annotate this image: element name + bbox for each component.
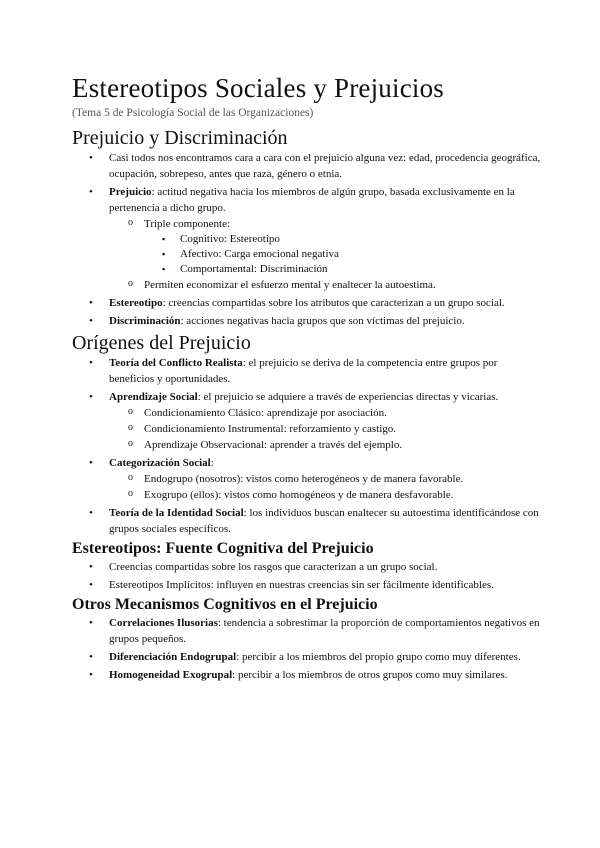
- list-item: • Discriminación: acciones negativas hacia grupos que son víctimas del prejuicio.: [72, 313, 542, 329]
- sub-sub-list-item: ▪ Cognitivo: Estereotipo: [144, 232, 542, 247]
- sub-list-item: o Condicionamiento Clásico: aprendizaje por asociación.: [109, 405, 542, 421]
- sub-list-item: o Endogrupo (nosotros): vistos como heterogéneos y de manera favorable.: [109, 471, 542, 487]
- term: Diferenciación Endogrupal: [109, 651, 237, 663]
- term: Estereotipo: [109, 297, 163, 309]
- section-prejuicio-discriminacion: [72, 126, 542, 329]
- term: Categorización Social: [109, 457, 211, 469]
- bullet-list: [72, 355, 542, 537]
- section-estereotipos-fuente: [72, 539, 542, 593]
- term: Correlaciones Ilusorias: [109, 617, 218, 629]
- sub-list: [109, 471, 542, 503]
- list-item: • Diferenciación Endogrupal: percibir a los miembros del propio grupo como muy diferentes.: [72, 649, 542, 665]
- list-item: • Estereotipos Implícitos: influyen en nuestras creencias sin ser fácilmente identificables.: [72, 577, 542, 593]
- list-item: • Casi todos nos encontramos cara a cara con el prejuicio alguna vez: edad, procedencia geográfica, ocupación, sobrepeso, antes que raza, género o etnia.: [72, 150, 542, 182]
- bullet-list: [72, 559, 542, 593]
- page-title: Estereotipos Sociales y Prejuicios: [72, 73, 444, 103]
- list-item: • Teoría del Conflicto Realista: el prejuicio se deriva de la competencia entre grupos por beneficios y oportunidades.: [72, 355, 542, 387]
- sub-list-item: o Condicionamiento Instrumental: reforzamiento y castigo.: [109, 421, 542, 437]
- term: Prejuicio: [109, 186, 152, 198]
- list-item: • Creencias compartidas sobre los rasgos que caracterizan a un grupo social.: [72, 559, 542, 575]
- list-item: • Categorización Social: o Endogrupo (nosotros): vistos como heterogéneos y de manera favorable. o Exogrupo (ellos): vistos como homogéneos y de manera desfavorable.: [72, 455, 542, 503]
- document-page: [72, 72, 542, 685]
- section-heading: Prejuicio y Discriminación: [72, 127, 288, 149]
- sub-list-item: o Exogrupo (ellos): vistos como homogéneos y de manera desfavorable.: [109, 487, 542, 503]
- sub-list-item: o Triple componente: ▪ Cognitivo: Estereotipo ▪ Afectivo: Carga emocional negativa ▪ Comportamental: Discriminación: [109, 216, 542, 277]
- sub-list: [109, 405, 542, 453]
- section-heading: Otros Mecanismos Cognitivos en el Prejuicio: [72, 596, 378, 613]
- list-item: • Teoría de la Identidad Social: los individuos buscan enaltecer su autoestima identificándose con grupos sociales específicos.: [72, 505, 542, 537]
- list-item: • Correlaciones Ilusorias: tendencia a sobrestimar la proporción de comportamientos negativos en grupos pequeños.: [72, 615, 542, 647]
- bullet-list: [72, 150, 542, 329]
- term: Aprendizaje Social: [109, 391, 198, 403]
- sub-list-item: o Aprendizaje Observacional: aprender a través del ejemplo.: [109, 437, 542, 453]
- sub-sub-list-item: ▪ Comportamental: Discriminación: [144, 262, 542, 277]
- sub-sub-list: [144, 232, 542, 277]
- section-otros-mecanismos: [72, 595, 542, 683]
- page-subtitle: (Tema 5 de Psicología Social de las Organizaciones): [72, 107, 314, 119]
- term: Homogeneidad Exogrupal: [109, 669, 233, 681]
- list-item: • Aprendizaje Social: el prejuicio se adquiere a través de experiencias directas y vicarias. o Condicionamiento Clásico: aprendizaje por asociación. o Condicionamiento Instrumental: reforzamiento y castigo. o Aprendizaje Observacional: aprender a través del ejemplo.: [72, 389, 542, 453]
- section-heading: Estereotipos: Fuente Cognitiva del Prejuicio: [72, 540, 374, 557]
- sub-list-item: o Permiten economizar el esfuerzo mental y enaltecer la autoestima.: [109, 277, 542, 293]
- term: Discriminación: [109, 315, 181, 327]
- term: Teoría del Conflicto Realista: [109, 357, 243, 369]
- term: Teoría de la Identidad Social: [109, 507, 244, 519]
- list-item: • Homogeneidad Exogrupal: percibir a los miembros de otros grupos como muy similares.: [72, 667, 542, 683]
- sub-list: [109, 216, 542, 293]
- list-item: • Prejuicio: actitud negativa hacia los miembros de algún grupo, basada exclusivamente en la pertenencia a dicho grupo. o Triple componente: ▪ Cognitivo: Estereotipo ▪ Afectivo: Carga emocional negativa ▪ Comportamental: Discriminación o Permiten economizar el esfuerzo mental y enaltecer la autoestima.: [72, 184, 542, 293]
- list-item: • Estereotipo: creencias compartidas sobre los atributos que caracterizan a un grupo social.: [72, 295, 542, 311]
- section-origenes-prejuicio: [72, 331, 542, 537]
- bullet-list: [72, 615, 542, 683]
- section-heading: Orígenes del Prejuicio: [72, 332, 251, 354]
- sub-sub-list-item: ▪ Afectivo: Carga emocional negativa: [144, 247, 542, 262]
